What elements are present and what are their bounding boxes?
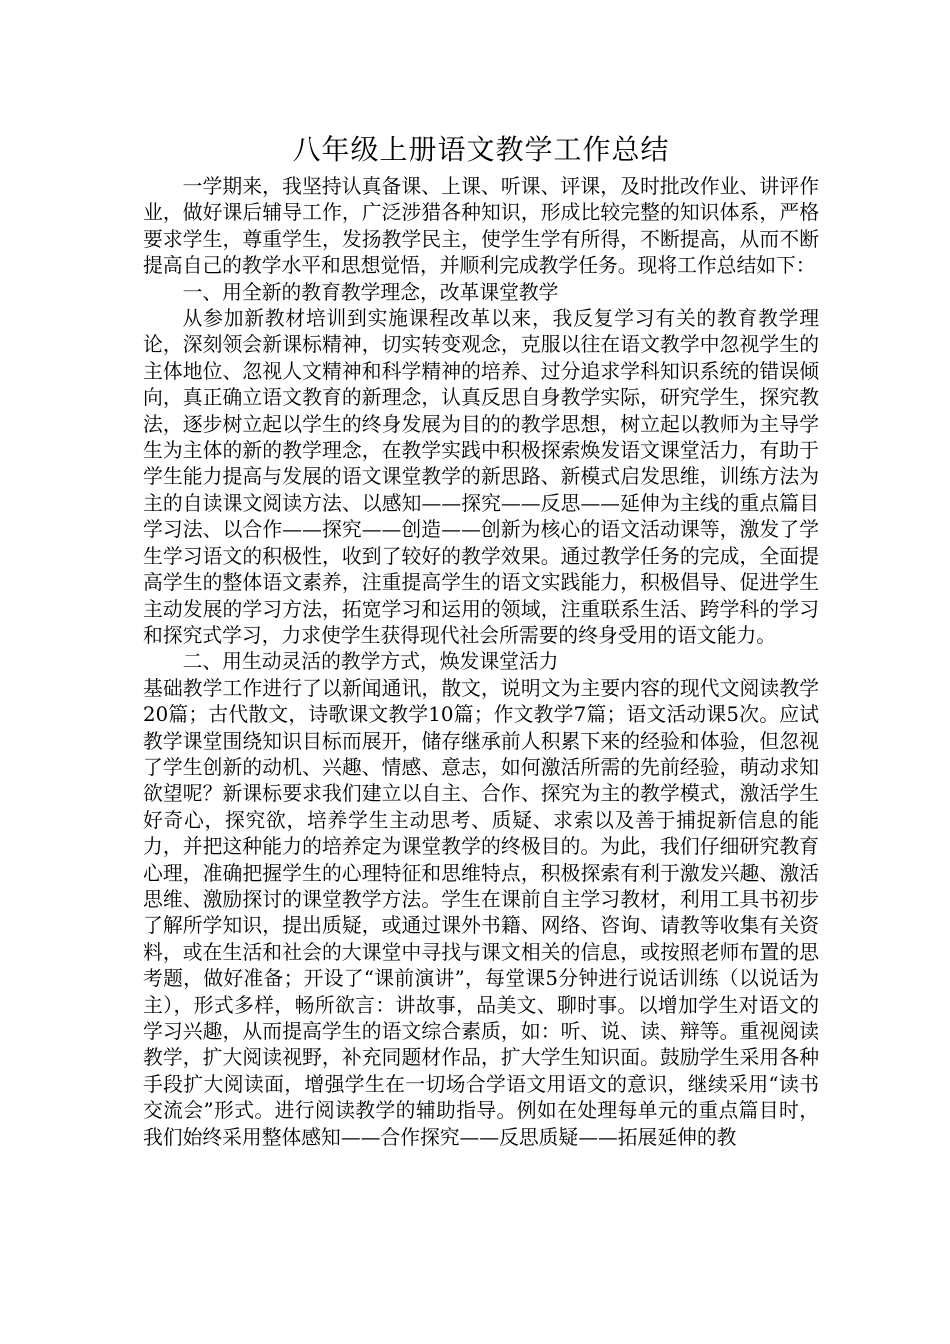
intro-paragraph: 一学期来，我坚持认真备课、上课、听课、评课，及时批改作业、讲评作业，做好课后辅导工作，广泛涉猎各种知识，形成比较完整的知识体系，严格要求学生，尊重学生，发扬教学民主，使学生学有所得，不断提高，从而不断提高自己的教学水平和思想觉悟，并顺利完成教学任务。现将工作总结如下： — [143, 175, 819, 278]
document-title: 八年级上册语文教学工作总结 — [292, 133, 670, 166]
section-body-2: 基础教学工作进行了以新闻通讯，散文，说明文为主要内容的现代文阅读教学20篇；古代散文，诗歌课文教学10篇；作文教学7篇；语文活动课5次。应试教学课堂围绕知识目标而展开，储存继承前人积累下来的经验和体验，但忽视了学生创新的动机、兴趣、情感、意志，如何激活所需的先前经验，萌动求知欲望呢？新课标要求我们建立以自主、合作、探究为主的教学模式，激活学生好奇心，探究欲，培养学生主动思考、质疑、求索以及善于捕捉新信息的能力，并把这种能力的培养定为课堂教学的终极目的。为此，我们仔细研究教育心理，准确把握学生的心理特征和思维特点，积极探索有利于激发兴趣、激活思维、激励探讨的课堂教学方法。学生在课前自主学习教材，利用工具书初步了解所学知识，提出质疑，或通过课外书籍、网络、咨询、请教等收集有关资料，或在生活和社会的大课堂中寻找与课文相关的信息，或按照老师布置的思考题，做好准备；开设了“课前演讲”，每堂课5分钟进行说话训练（以说话为主），形式多样，畅所欲言：讲故事，品美文、聊时事。以增加学生对语文的学习兴趣，从而提高学生的语文综合素质，如：听、说、读、辩等。重视阅读教学，扩大阅读视野，补充同题材作品，扩大学生知识面。鼓励学生采用各种手段扩大阅读面，增强学生在一切场合学语文用语文的意识，继续采用“读书交流会”形式。进行阅读教学的辅助指导。例如在处理每单元的重点篇目时，我们始终采用整体感知——合作探究——反思质疑——拓展延伸的教 — [143, 676, 819, 1149]
section-heading-2: 二、用生动灵活的教学方式，焕发课堂活力 — [182, 650, 559, 674]
section-heading-1: 一、用全新的教育教学理念，改革课堂教学 — [182, 280, 559, 304]
document-body — [143, 130, 819, 1151]
section-body-1: 从参加新教材培训到实施课程改革以来，我反复学习有关的教育教学理论，深刻领会新课标精神，切实转变观念，克服以往在语文教学中忽视学生的主体地位、忽视人文精神和科学精神的培养、过分追求学科知识系统的错误倾向，真正确立语文教育的新理念，认真反思自身教学实际，研究学生，探究教法，逐步树立起以学生的终身发展为目的的教学思想，树立起以教师为主导学生为主体的新的教学理念，在教学实践中积极探索焕发语文课堂活力，有助于学生能力提高与发展的语文课堂教学的新思路、新模式启发思维，训练方法为主的自读课文阅读方法、以感知——探究——反思——延伸为主线的重点篇目学习法、以合作——探究——创造——创新为核心的语文活动课等，激发了学生学习语文的积极性，收到了较好的教学效果。通过教学任务的完成，全面提高学生的整体语文素养，注重提高学生的语文实践能力，积极倡导、促进学生主动发展的学习方法，拓宽学习和运用的领域，注重联系生活、跨学科的学习和探究式学习，力求使学生获得现代社会所需要的终身受用的语文能力。 — [143, 307, 819, 647]
